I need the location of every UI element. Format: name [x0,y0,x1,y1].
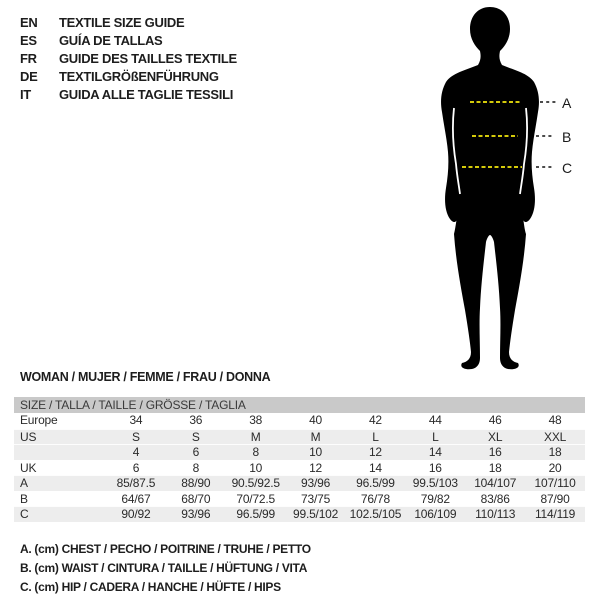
size-value: 96.5/99 [356,476,395,490]
size-value: 46 [488,413,502,427]
size-value: 64/67 [121,491,151,506]
size-value: 48 [548,413,562,427]
table-row [14,491,585,507]
size-value: 20 [548,460,562,475]
size-value: 38 [249,413,263,427]
language-code: FR [20,51,37,66]
row-label: A [20,476,28,490]
size-value: 93/96 [181,507,211,521]
language-title: TEXTILE SIZE GUIDE [59,15,185,30]
size-value: 12 [368,445,382,459]
woman-silhouette-icon [428,2,578,370]
size-value: S [191,429,200,444]
size-value: 87/90 [540,491,570,506]
row-label: Europe [20,413,58,427]
size-value: 14 [368,460,382,475]
section-title: WOMAN / MUJER / FEMME / FRAU / DONNA [20,370,271,384]
size-value: 10 [309,445,323,459]
size-value: XXL [544,429,567,444]
size-value: 76/78 [360,491,390,506]
size-value: 85/87.5 [116,476,156,490]
table-row [14,475,585,491]
language-row [20,68,237,86]
size-value: 40 [309,413,323,427]
language-row [20,14,237,32]
measurement-legend [20,540,311,597]
size-value: 8 [252,445,259,459]
size-value: 34 [129,413,143,427]
size-value: 106/109 [414,507,457,521]
size-table-body [14,413,585,522]
size-value: 36 [189,413,203,427]
size-value: 12 [309,460,323,475]
size-value: 42 [368,413,382,427]
size-value: 90/92 [121,507,151,521]
size-value: 107/110 [534,476,576,490]
size-value: 114/119 [534,507,576,521]
size-value: 16 [428,460,442,475]
size-value: 104/107 [474,476,517,490]
language-title: GUIDA ALLE TAGLIE TESSILI [59,87,234,102]
size-value: 14 [428,445,442,459]
marker-label-b: B [562,129,572,145]
table-row [14,429,585,445]
language-code: EN [20,15,38,30]
language-code: ES [20,33,37,48]
size-value: 96.5/99 [236,507,275,521]
size-value: 88/90 [181,476,211,490]
size-value: 16 [488,445,502,459]
language-title: TEXTILGRÖßENFÜHRUNG [59,69,219,84]
legend-line: C. (cm) HIP / CADERA / HANCHE / HÜFTE / HIPS [20,580,281,594]
size-value: 6 [132,460,140,475]
size-table-header: SIZE / TALLA / TAILLE / GRÖSSE / TAGLIA [14,397,585,413]
size-value: 102.5/105 [349,507,402,521]
size-value: 93/96 [301,476,331,490]
language-title: GUIDE DES TAILLES TEXTILE [59,51,237,66]
size-value: 44 [428,413,442,427]
size-value: 99.5/103 [412,476,458,490]
size-value: 68/70 [181,491,211,506]
size-value: 90.5/92.5 [231,476,280,490]
size-value: 4 [132,445,140,459]
legend-line: B. (cm) WAIST / CINTURA / TAILLE / HÜFTUNG / VITA [20,561,308,575]
size-value: L [372,429,379,444]
size-value: 18 [548,445,562,459]
language-row [20,86,237,104]
size-value: S [132,429,140,444]
table-row [14,506,585,522]
language-code: IT [20,87,31,102]
size-table [14,397,585,522]
marker-label-a: A [562,95,572,111]
row-label: UK [20,460,37,475]
table-row [14,460,585,476]
language-title: GUÍA DE TALLAS [59,33,163,48]
size-value: 70/72.5 [236,491,275,506]
size-value: 8 [192,460,200,475]
row-label: US [20,429,37,444]
size-value: M [250,429,261,444]
table-row [14,413,585,429]
row-label [14,445,106,460]
woman-silhouette-figure [428,2,578,370]
row-label: C [20,507,29,521]
size-value: XL [488,429,503,444]
size-value: M [310,429,321,444]
size-value: 6 [192,445,200,459]
size-value: 83/86 [480,491,510,506]
marker-label-c: C [562,160,573,176]
row-label: B [20,491,28,506]
size-value: 10 [249,460,263,475]
language-list [20,14,237,104]
size-value: 18 [488,460,502,475]
language-row [20,50,237,68]
language-row [20,32,237,50]
language-code: DE [20,69,38,84]
size-value: 73/75 [301,491,331,506]
legend-line: A. (cm) CHEST / PECHO / POITRINE / TRUHE / PETTO [20,542,311,556]
size-value: 110/113 [475,507,516,521]
size-value: 99.5/102 [293,507,339,521]
silhouette-path [441,7,539,369]
size-value: 79/82 [420,491,450,506]
size-value: L [432,429,439,444]
table-row [14,444,585,460]
